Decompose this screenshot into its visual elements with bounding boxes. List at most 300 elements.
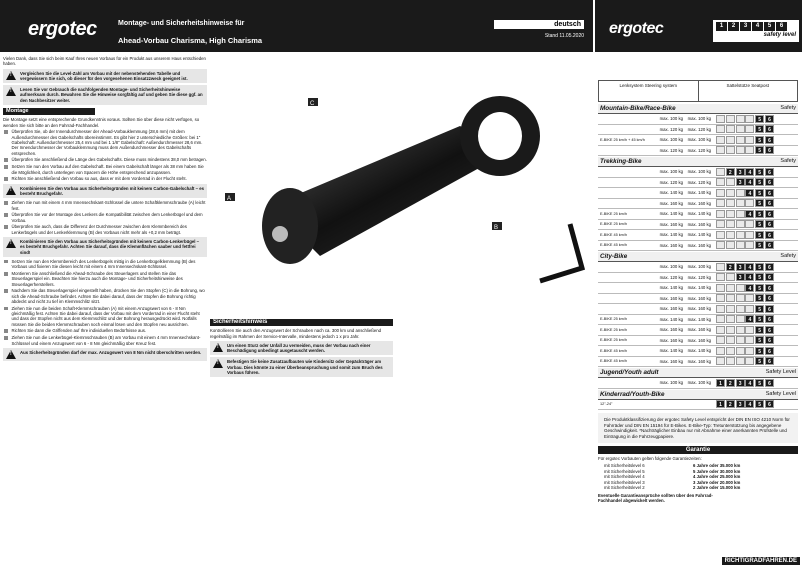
row-max-seatpost: max. 140 kg xyxy=(687,232,711,238)
level-cell xyxy=(745,241,754,249)
level-cell: 5 xyxy=(755,125,764,133)
stem-illustration xyxy=(210,56,592,312)
level-cell xyxy=(736,305,745,313)
level-cell xyxy=(736,315,745,323)
row-max-seatpost: max. 140 kg xyxy=(687,190,711,196)
level-cell xyxy=(736,294,745,302)
garantie-row xyxy=(598,485,798,491)
level-cell: 6 xyxy=(765,220,774,228)
garantie-level: mit Sicherheitslevel 3 xyxy=(604,479,645,485)
safety-level-text: safety level xyxy=(763,32,796,38)
table-row xyxy=(598,325,798,336)
warning-icon xyxy=(6,350,16,359)
bullet-square xyxy=(4,329,8,333)
row-max-steering: max. 160 kg xyxy=(659,200,683,206)
icons-row xyxy=(598,80,798,102)
table-row xyxy=(598,262,798,273)
bullet-text: Setzen Sie nun den Klemmbereich des Lenkerbügels mittig in die Lenkerbügelklemmung (B) des Vorbaus und fixieren Sie diesen leicht mit einem 4 mm Innensechskant-Schlüssel. xyxy=(11,258,196,270)
safety-level-box: 1 xyxy=(716,22,727,31)
level-cell: 6 xyxy=(765,136,774,144)
bullet-item xyxy=(3,224,207,235)
level-cell: 2 xyxy=(726,400,735,408)
level-cell xyxy=(726,199,735,207)
table-row xyxy=(598,304,798,315)
level-cell xyxy=(726,357,735,365)
level-cell: 3 xyxy=(736,178,745,186)
level-cell xyxy=(736,115,745,123)
garantie-duration: 4 Jahre oder 25.000 km xyxy=(693,474,741,479)
steering-system-label: Lenksystem Steering system xyxy=(619,83,678,88)
row-max-seatpost: max. 100 kg xyxy=(687,116,711,122)
level-cell xyxy=(726,336,735,344)
row-max-steering: max. 140 kg xyxy=(659,190,683,196)
level-cell: 5 xyxy=(755,294,764,302)
level-cell: 6 xyxy=(765,178,774,186)
level-cell: 5 xyxy=(755,220,764,228)
table-row xyxy=(598,167,798,178)
row-max-steering: max. 160 kg xyxy=(659,242,683,248)
level-cell xyxy=(716,210,725,218)
bullet-text: Setzen Sie nun den Vorbau auf den Gabelschaft. Bei einem Gabelschaft länger als 38 mm haben Sie die Möglichkeit, durch unterlegen von Spacern die Höhe entsprechend anzupassen. xyxy=(11,164,204,175)
row-max-steering: max. 140 kg xyxy=(659,348,683,354)
garantie-level: mit Sicherheitslevel 5 xyxy=(604,468,645,474)
level-cells xyxy=(716,231,775,239)
bullet-square xyxy=(4,336,8,340)
level-cell: 5 xyxy=(755,263,764,271)
bullet-item xyxy=(3,335,207,346)
row-max-seatpost: max. 140 kg xyxy=(687,316,711,322)
row-max-steering: max. 120 kg xyxy=(659,179,683,185)
level-cell xyxy=(716,305,725,313)
row-max-seatpost: max. 160 kg xyxy=(687,327,711,333)
level-cell xyxy=(736,231,745,239)
level-cell: 1 xyxy=(716,400,725,408)
safety-header xyxy=(593,0,802,52)
level-cell xyxy=(736,241,745,249)
row-max-steering: max. 160 kg xyxy=(659,306,683,312)
ergotec-logo-right: ergotec xyxy=(609,20,664,37)
row-max-steering: max. 100 kg xyxy=(659,137,683,143)
warning-text: Um einen Sturz oder Unfall zu vermeiden, muss der Vorbau nach einer Beschädigung unbedingt ausgetauscht werden. xyxy=(227,342,371,354)
category-name: Mountain-Bike/Race-Bike xyxy=(600,105,676,112)
level-cell: 2 xyxy=(726,379,735,387)
level-cell xyxy=(716,326,725,334)
level-cell xyxy=(726,115,735,123)
safety-level-box: 3 xyxy=(740,22,751,31)
montage-title: Montage xyxy=(3,108,95,115)
level-cell xyxy=(716,178,725,186)
row-max-steering: max. 120 kg xyxy=(659,147,683,153)
garantie-duration: 5 Jahre oder 30.000 km xyxy=(693,468,741,474)
level-cell xyxy=(745,115,754,123)
level-cells xyxy=(716,210,775,218)
level-cell xyxy=(716,199,725,207)
level-cells xyxy=(716,178,775,186)
safety-warning-2 xyxy=(210,357,393,377)
level-cells xyxy=(716,263,775,271)
level-cell: 3 xyxy=(736,379,745,387)
level-cell: 5 xyxy=(755,115,764,123)
bullet-item xyxy=(3,288,207,304)
safety-level-box: 4 xyxy=(752,22,763,31)
level-cell xyxy=(736,146,745,154)
level-cells xyxy=(716,136,775,144)
level-cell xyxy=(716,231,725,239)
level-cell: 6 xyxy=(765,284,774,292)
row-max-steering: max. 140 kg xyxy=(659,211,683,217)
footer-brand: RICHTIGRADFAHREN.DE xyxy=(722,557,800,565)
category-name: Jugend/Youth adult xyxy=(600,369,659,376)
bullet-item xyxy=(3,200,207,211)
level-cell: 3 xyxy=(736,168,745,176)
row-label: E-BIKE 25 km/h xyxy=(600,211,628,216)
level-cell: 4 xyxy=(745,263,754,271)
row-max-steering: max. 160 kg xyxy=(659,221,683,227)
level-cells xyxy=(716,220,775,228)
row-max-steering: max. 140 kg xyxy=(659,316,683,322)
table-row xyxy=(598,135,798,146)
safety-level-box: 6 xyxy=(776,22,787,31)
level-cell xyxy=(716,357,725,365)
bullet-text: Überprüfen Sie vor der Montage des Lenkers die Kompatibilität zwischen dem Lenkerbügel und dem Vorbau. xyxy=(11,212,203,223)
level-cell xyxy=(736,347,745,355)
level-cell: 2 xyxy=(726,263,735,271)
level-cell: 6 xyxy=(765,305,774,313)
level-cells xyxy=(716,241,775,249)
level-cell: 3 xyxy=(736,400,745,408)
level-cells xyxy=(716,347,775,355)
safety-level-box: 5 xyxy=(764,22,775,31)
warning-icon xyxy=(213,343,223,352)
bullet-square xyxy=(4,158,8,162)
label-a-text: A xyxy=(227,196,232,202)
bullet-item xyxy=(3,212,207,223)
level-cell xyxy=(716,315,725,323)
level-cell xyxy=(716,347,725,355)
level-cell: 5 xyxy=(755,357,764,365)
level-cell: 5 xyxy=(755,241,764,249)
category-name: City-Bike xyxy=(600,253,628,260)
level-cell: 6 xyxy=(765,241,774,249)
row-label: E-BIKE 25 km/h xyxy=(600,222,628,227)
bullet-item xyxy=(3,328,207,333)
level-cell: 5 xyxy=(755,210,764,218)
level-cell xyxy=(726,294,735,302)
level-cells xyxy=(716,315,775,323)
level-cell xyxy=(745,220,754,228)
row-max-seatpost: max. 160 kg xyxy=(687,295,711,301)
row-label: E-BIKE 45 km/h xyxy=(600,232,628,237)
category-header xyxy=(598,157,798,167)
intro-text: Vielen Dank, dass Sie sich beim Kauf Ihres neuen Vorbaus für ein Produkt aus unserem Haus entschieden haben. xyxy=(3,56,206,67)
row-max-steering: max. 100 kg xyxy=(659,264,683,270)
language-label: deutsch xyxy=(494,20,584,29)
level-cell: 6 xyxy=(765,210,774,218)
garantie-level: mit Sicherheitslevel 6 xyxy=(604,463,645,468)
level-cell xyxy=(726,220,735,228)
level-cell: 5 xyxy=(755,273,764,281)
table-row xyxy=(598,199,798,210)
row-max-seatpost: max. 100 kg xyxy=(687,380,711,386)
level-cell xyxy=(745,231,754,239)
montage-intro: Die Montage setzt eine entsprechende Grundkenntnis voraus. Sollten Sie über diese nicht verfügen, so wenden Sie sich bitte an den Fahrrad-Fachhandel. xyxy=(3,117,200,128)
level-cell: 5 xyxy=(755,146,764,154)
row-max-steering: max. 120 kg xyxy=(659,126,683,132)
level-cells xyxy=(716,146,775,154)
title-line-1: Montage- und Sicherheitshinweise für xyxy=(118,20,245,27)
level-cell xyxy=(736,125,745,133)
level-cells xyxy=(716,284,775,292)
level-cells xyxy=(716,294,775,302)
bullet-text: Richten Sie dann die Griffenden auf Ihre individuellen Bedürfnisse aus. xyxy=(11,328,147,334)
level-cell xyxy=(716,136,725,144)
bullet-text: Überprüfen Sie, ob der Innendurchmesser der Ahead-Vorbauklemmung (28,6 mm) mit dem Außendurchmesser des Gabelschafts übereinstimmt. Es gibt hier 2 unterschiedliche Größen: bei 1" Gabelschaft: Außendurchmesser 25,4 mm und bei 1 1/8" Gabelschaft: Außendurchmesser 28,6 mm. Der Innendurchmesser der Vorbauklemmung muss dem Außendurchmesser des Gabelschafts entsprechen. xyxy=(11,129,203,156)
level-cell: 6 xyxy=(765,125,774,133)
row-max-steering: max. 160 kg xyxy=(659,327,683,333)
level-cell xyxy=(745,146,754,154)
table-row xyxy=(598,315,798,326)
level-cell: 6 xyxy=(765,189,774,197)
level-cell xyxy=(716,294,725,302)
level-cell xyxy=(716,125,725,133)
category-right: Safety xyxy=(780,105,796,111)
level-cell xyxy=(716,146,725,154)
bullet-item xyxy=(3,157,207,162)
row-max-seatpost: max. 160 kg xyxy=(687,200,711,206)
level-cell: 4 xyxy=(745,189,754,197)
row-max-seatpost: max. 120 kg xyxy=(687,179,711,185)
level-cell xyxy=(745,136,754,144)
row-max-steering: max. 100 kg xyxy=(659,380,683,386)
level-cell: 6 xyxy=(765,294,774,302)
category-name: Trekking-Bike xyxy=(600,158,642,165)
safety-table xyxy=(598,80,798,503)
table-row xyxy=(598,114,798,125)
row-label: E-BIKE 25 km/h xyxy=(600,338,628,343)
level-cell xyxy=(726,284,735,292)
table-row xyxy=(598,400,798,411)
category-right: Safety Level xyxy=(765,390,796,397)
garantie-title: Garantie xyxy=(598,446,798,454)
bullet-square xyxy=(4,272,8,276)
level-cell xyxy=(745,199,754,207)
level-cell xyxy=(726,210,735,218)
bullet-square xyxy=(4,289,8,293)
category-header xyxy=(598,390,798,400)
table-row xyxy=(598,125,798,136)
table-row xyxy=(598,230,798,241)
level-cell: 6 xyxy=(765,199,774,207)
warning-top-2 xyxy=(3,85,207,105)
row-label: E-BIKE 45 km/h xyxy=(600,359,628,364)
table-row xyxy=(598,241,798,252)
warning-carbon-fork: ! Kombinieren Sie den Vorbau aus Sicherheitsgründen mit keinem Carbon-Gabelschaft – es besteht Bruchgefahr. xyxy=(3,184,207,199)
level-cell: 6 xyxy=(765,347,774,355)
label-c-text: C xyxy=(310,101,315,107)
level-cell: 3 xyxy=(736,273,745,281)
bullet-text: Ziehen Sie nun mit einem 4 mm Innensechskant-Schlüssel die untere Schaftklemmschraube (A) leicht fest. xyxy=(11,200,206,211)
title-line-2: Ahead-Vorbau Charisma, High Charisma xyxy=(118,36,263,45)
bullet-square xyxy=(4,260,8,264)
level-cell xyxy=(726,136,735,144)
category-header xyxy=(598,252,798,262)
level-cell xyxy=(726,125,735,133)
level-cell xyxy=(745,305,754,313)
table-row xyxy=(598,294,798,305)
level-cells xyxy=(716,305,775,313)
row-max-steering: max. 160 kg xyxy=(659,358,683,364)
level-cell xyxy=(745,347,754,355)
level-cell: 3 xyxy=(736,263,745,271)
level-cell xyxy=(736,199,745,207)
bullet-square xyxy=(4,225,8,229)
category-header xyxy=(598,104,798,114)
warning-icon xyxy=(6,87,16,96)
bullet-item xyxy=(3,259,207,270)
level-cell: 5 xyxy=(755,326,764,334)
garantie-intro: Für ergotec Vorbauten gelten folgende Garantiezeiten: xyxy=(598,456,702,461)
level-cell: 6 xyxy=(765,168,774,176)
row-max-seatpost: max. 140 kg xyxy=(687,348,711,354)
level-cell xyxy=(726,347,735,355)
warning-text: Vergleichen Sie die Level-Zahl am Vorbau mit der nebenstehenden Tabelle und vergewissern Sie sich, ob dieser für den vorgesehenen Einsatzzweck geeignet ist. xyxy=(20,70,188,81)
table-row xyxy=(598,357,798,368)
category-right: Safety Level xyxy=(765,369,796,375)
row-label: E-BIKE 45 km/h xyxy=(600,348,628,353)
row-max-steering: max. 100 kg xyxy=(659,169,683,175)
level-cell: 5 xyxy=(755,284,764,292)
garantie-duration: 2 Jahre oder 15.000 km xyxy=(693,485,741,490)
level-cell xyxy=(736,220,745,228)
row-max-seatpost: max. 120 kg xyxy=(687,126,711,132)
bullet-text: Überprüfen Sie auch, dass die Differenz der Durchmesser zwischen dem Klemmbereich des Lenkerbügels und der Lenkerklemmung (B) des Vorbaus nicht mehr als +0,2 mm beträgt. xyxy=(11,224,187,235)
level-cell: 5 xyxy=(755,400,764,408)
level-cells xyxy=(716,400,775,408)
row-label: E-BIKE 25 km/h xyxy=(600,317,628,322)
safety-level-logo xyxy=(713,20,799,42)
seatpost-label: Sattelstütze Seatpost xyxy=(698,81,798,101)
warning-icon xyxy=(6,239,16,248)
level-cell xyxy=(716,115,725,123)
level-cell xyxy=(736,210,745,218)
stand-date: Stand 11.05.2020 xyxy=(544,33,584,39)
label-a xyxy=(225,193,235,202)
level-cell xyxy=(745,294,754,302)
level-cells xyxy=(716,168,775,176)
level-cell: 6 xyxy=(765,315,774,323)
garantie-footer: Eventuelle Garantieansprüche sollten über den Fahrrad-Fachhandel abgewickelt werden. xyxy=(598,492,713,503)
bullet-text: Montieren Sie anschließend die Ahead-Schraube des Steuerlagers und stellen Sie das Steuerlagerspiel ein. Beachten Sie hierzu auch die Montage- und Sicherheitshinweise des Steuerlagerherstellers. xyxy=(11,271,183,287)
safety-notice xyxy=(210,316,393,379)
level-cell: 5 xyxy=(755,347,764,355)
category-name: Kinderrad/Youth-Bike xyxy=(600,390,665,398)
level-cells xyxy=(716,273,775,281)
level-cell: 4 xyxy=(745,284,754,292)
level-cell xyxy=(745,336,754,344)
level-cell: 5 xyxy=(755,336,764,344)
row-max-seatpost: max. 140 kg xyxy=(687,211,711,217)
level-cells xyxy=(716,189,775,197)
level-cells xyxy=(716,379,775,387)
row-max-seatpost: max. 100 kg xyxy=(687,264,711,270)
level-cell: 6 xyxy=(765,115,774,123)
row-label: E-BIKE 25 km/h xyxy=(600,327,628,332)
level-cell xyxy=(736,357,745,365)
level-cell: 6 xyxy=(765,357,774,365)
row-max-seatpost: max. 160 kg xyxy=(687,337,711,343)
table-row xyxy=(598,378,798,389)
level-cell: 1 xyxy=(716,379,725,387)
row-max-seatpost: max. 140 kg xyxy=(687,285,711,291)
bullet-item xyxy=(3,176,207,181)
safety-level-boxes xyxy=(716,22,796,31)
safety-notice-text: Kontrollieren Sie auch den Anzugswert der Schrauben nach ca. 300 km und anschließend regelmäßig im Rahmen der Service-Intervalle, mindestens jedoch 1 x pro Jahr. xyxy=(210,328,382,339)
table-row xyxy=(598,336,798,347)
bullet-text: Ziehen Sie nun die beiden Schaft-Klemmschrauben (A) mit einem Anzugswert von 6 - 8 Nm gleichmäßig fest. Achten Sie dabei darauf, dass der Vorbau mit dem Vorderrad in einer Flucht steht und dass der Stopfen nicht aus dem Klemmschlitz und der Bohrung herausgedrückt wird. Notfalls müssen Sie die beiden Klemmschrauben noch einmal lösen und den Stopfen neu ausrichten. xyxy=(11,305,200,327)
level-cell xyxy=(726,146,735,154)
bullet-text: Nachdem Sie das Steuerlagerspiel eingestellt haben, drücken Sie den Stopfen (C) in die Bohrung, wo sich die Ahead-Schraube befindet. Achten Sie dabei darauf, dass der Stopfen die Bohrung richtig abdeckt und nicht zu tief im Klemmschlitz sitzt. xyxy=(11,288,205,304)
warning-icon xyxy=(6,71,16,80)
table-row xyxy=(598,188,798,199)
warning-carbon-handlebar: ! Kombinieren Sie den Vorbau aus Sicherheitsgründen mit keinem Carbon-Lenkerbügel – es besteht Bruchgefahr. Achten Sie darauf, dass die Klemmflächen sauber und fettfrei sind! xyxy=(3,237,207,257)
level-cell xyxy=(716,220,725,228)
level-cell: 4 xyxy=(745,168,754,176)
safety-warning-1 xyxy=(210,341,393,356)
ergotec-logo: ergotec xyxy=(28,18,97,40)
bullet-square xyxy=(4,213,8,217)
row-max-steering: max. 160 kg xyxy=(659,295,683,301)
label-b xyxy=(492,222,502,231)
level-cell xyxy=(726,189,735,197)
row-max-seatpost: max. 160 kg xyxy=(687,306,711,312)
level-cells xyxy=(716,357,775,365)
garantie-level: mit Sicherheitslevel 2 xyxy=(604,485,645,490)
level-cell: 4 xyxy=(745,273,754,281)
level-cell xyxy=(716,273,725,281)
safety-notice-title: Sicherheitshinweis xyxy=(210,319,393,326)
table-row xyxy=(598,178,798,189)
level-cells xyxy=(716,115,775,123)
category-header xyxy=(598,368,798,378)
bullet-square xyxy=(4,165,8,169)
level-cell xyxy=(736,326,745,334)
bullet-square xyxy=(4,201,8,205)
level-cell xyxy=(716,189,725,197)
bullet-square xyxy=(4,177,8,181)
table-row xyxy=(598,146,798,157)
level-cell: 6 xyxy=(765,326,774,334)
classification-note: Die Produktklassifizierung der ergotec Safety Level entspricht der DIN EN ISO 4210 Norm für Fahrräder und DIN EN 15194 für E-Bikes. E-Bike-Typ: Tretunterstützung bis angegebene Geschwindigkeit. *Nachträglicher Einbau nur mit Abnahme einer anerkannten Prüfstelle und Eintragung in die Fahrzeugpapiere. xyxy=(598,413,798,443)
level-cell xyxy=(726,178,735,186)
level-cell xyxy=(745,357,754,365)
garantie-duration: 6 Jahre oder 35.000 km xyxy=(693,463,741,468)
level-cell: 6 xyxy=(765,273,774,281)
level-cell xyxy=(745,125,754,133)
category-right: Safety xyxy=(780,158,796,164)
table-row xyxy=(598,346,798,357)
row-max-steering: max. 120 kg xyxy=(659,274,683,280)
row-label: E-BIKE 45 km/h xyxy=(600,243,628,248)
level-cell xyxy=(745,326,754,334)
bullet-item xyxy=(3,306,207,327)
level-cell: 5 xyxy=(755,178,764,186)
level-cell xyxy=(716,336,725,344)
row-max-seatpost: max. 100 kg xyxy=(687,169,711,175)
row-label: 12"-24" xyxy=(600,402,613,407)
level-cell xyxy=(716,168,725,176)
row-label: E-BIKE 25 km/h + 45 km/h xyxy=(600,137,645,142)
garantie-level: mit Sicherheitslevel 4 xyxy=(604,474,645,479)
